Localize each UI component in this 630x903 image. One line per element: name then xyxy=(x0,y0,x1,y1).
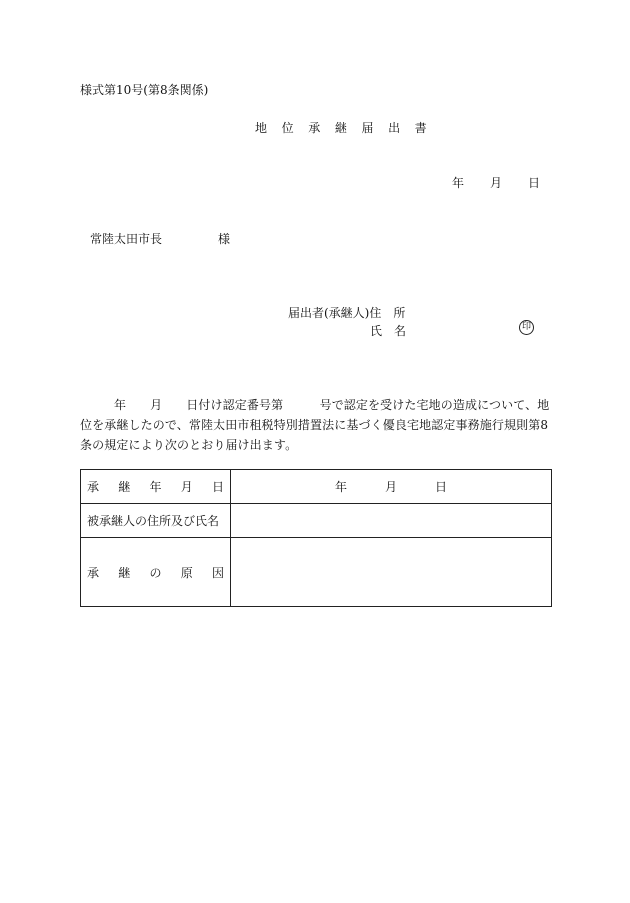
date-day: 日 xyxy=(528,176,541,190)
succession-reason-label xyxy=(81,538,231,607)
seal-mark: 印 xyxy=(519,320,534,335)
succession-reason-field[interactable] xyxy=(231,538,552,607)
submission-date xyxy=(452,174,540,191)
predecessor-field[interactable] xyxy=(231,504,552,538)
succession-date-label xyxy=(81,470,231,504)
label-char: 因 xyxy=(211,565,224,580)
table-row xyxy=(81,504,552,538)
value-day: 日 xyxy=(435,480,448,494)
form-number: 様式第10号(第8条関係) xyxy=(80,83,209,97)
label-char: 継 xyxy=(118,480,131,494)
label-char: 年 xyxy=(149,480,162,494)
value-month: 月 xyxy=(384,480,397,494)
addressee-name: 常陸太田市長 xyxy=(90,232,163,246)
succession-date-field[interactable] xyxy=(231,470,552,504)
body-month-unit: 月 xyxy=(150,398,163,412)
label-char: 承 xyxy=(87,565,100,580)
label-char: 日 xyxy=(211,480,224,494)
addressee-honorific: 様 xyxy=(218,232,231,246)
label-char: の xyxy=(149,565,162,580)
body-year-unit: 年 xyxy=(114,398,127,412)
label-char: 承 xyxy=(87,480,100,494)
table-row xyxy=(81,470,552,504)
succession-info-table xyxy=(80,469,552,607)
document-title: 地 位 承 継 届 出 書 xyxy=(255,121,433,135)
label-char: 月 xyxy=(180,480,193,494)
date-month: 月 xyxy=(490,176,503,190)
table-row xyxy=(81,538,552,607)
date-year: 年 xyxy=(452,176,465,190)
addressee xyxy=(90,230,230,247)
body-paragraph xyxy=(80,395,552,455)
body-text: 日付け認定番号第 号で認定を受けた宅地の造成について、地位を承継したので、常陸太田市租税特別措置法に基づく優良宅地認定事務施行規則第8条の規定により次のとおり届け出ます。 xyxy=(80,398,550,452)
value-year: 年 xyxy=(334,480,347,494)
notifier-name-label: 氏 名 xyxy=(370,324,407,338)
predecessor-label: 被承継人の住所及び氏名 xyxy=(81,504,231,538)
label-char: 継 xyxy=(118,565,131,580)
notifier-address-label: 届出者(承継人)住 所 xyxy=(288,306,406,320)
label-char: 原 xyxy=(180,565,193,580)
